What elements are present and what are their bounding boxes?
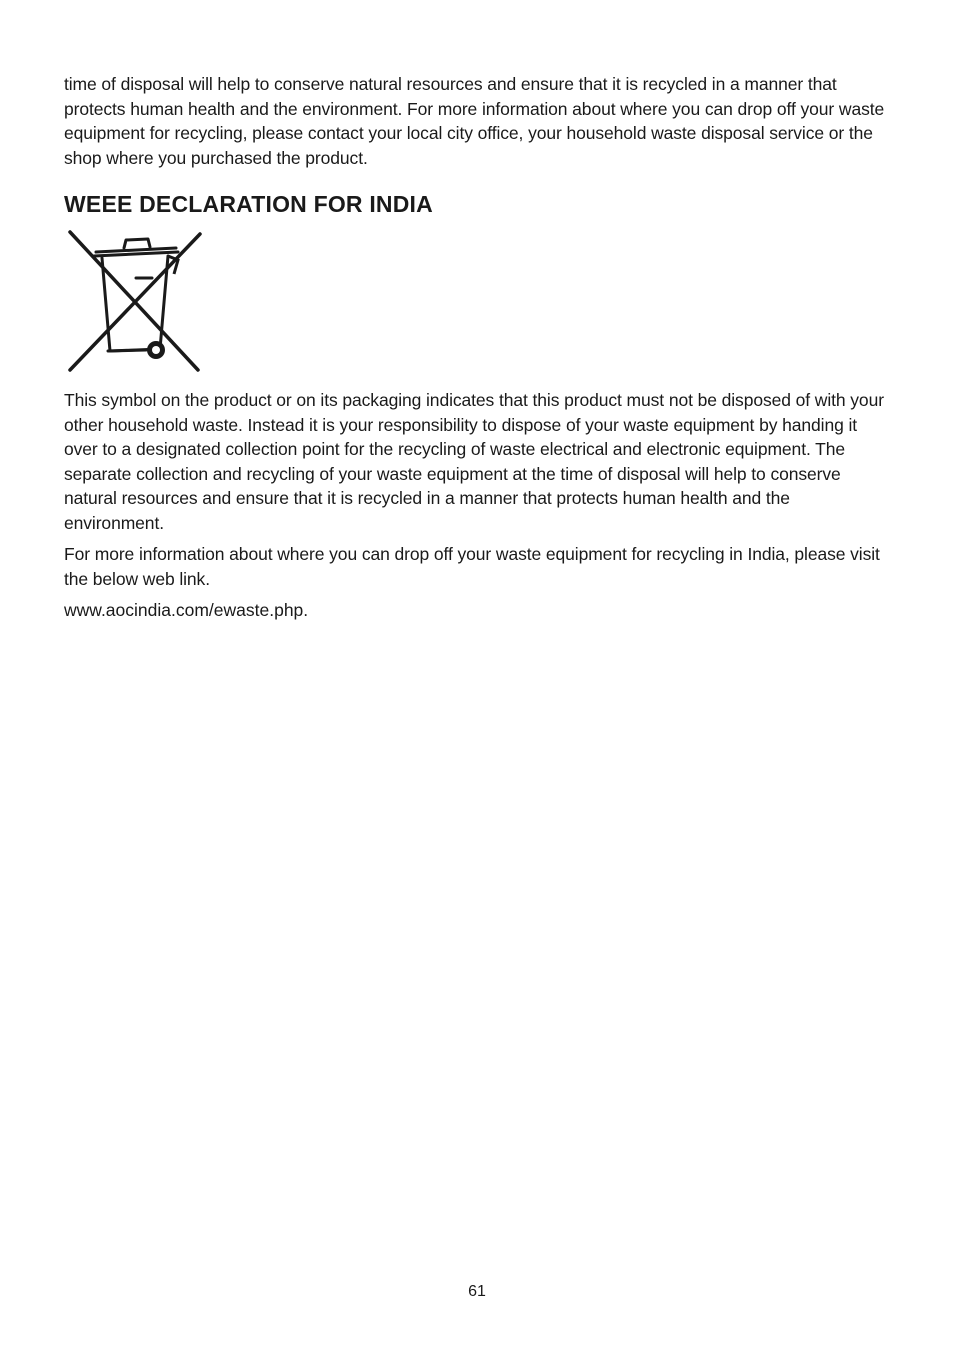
section-heading: WEEE DECLARATION FOR INDIA [64,191,433,217]
crossed-out-wheelie-bin-icon [64,226,204,376]
section-paragraph-2: For more information about where you can drop off your waste equipment for recycling in India, please visit the below web link. [64,544,880,589]
page-number: 61 [468,1283,486,1300]
section-paragraph-1: This symbol on the product or on its packaging indicates that this product must not be disposed of with your other household waste. Instead it is your responsibility to dispose of your waste equipment by handing it over to a designated collection point for the recycling of waste electrical and electronic equipment. The separate collection and recycling of your waste equipment at the time of disposal will help to conserve natural resources and ensure that it is recycled in a manner that protects human health and the environment. [64,390,884,533]
intro-paragraph: time of disposal will help to conserve natural resources and ensure that it is recycled in a manner that protects human health and the environment. For more information about where you can drop off your waste equipment for recycling, please contact your local city office, your household waste disposal service or the shop where you purchased the product. [64,74,885,168]
document-page [64,72,890,623]
ewaste-web-link[interactable]: www.aocindia.com/ewaste.php. [64,600,309,620]
